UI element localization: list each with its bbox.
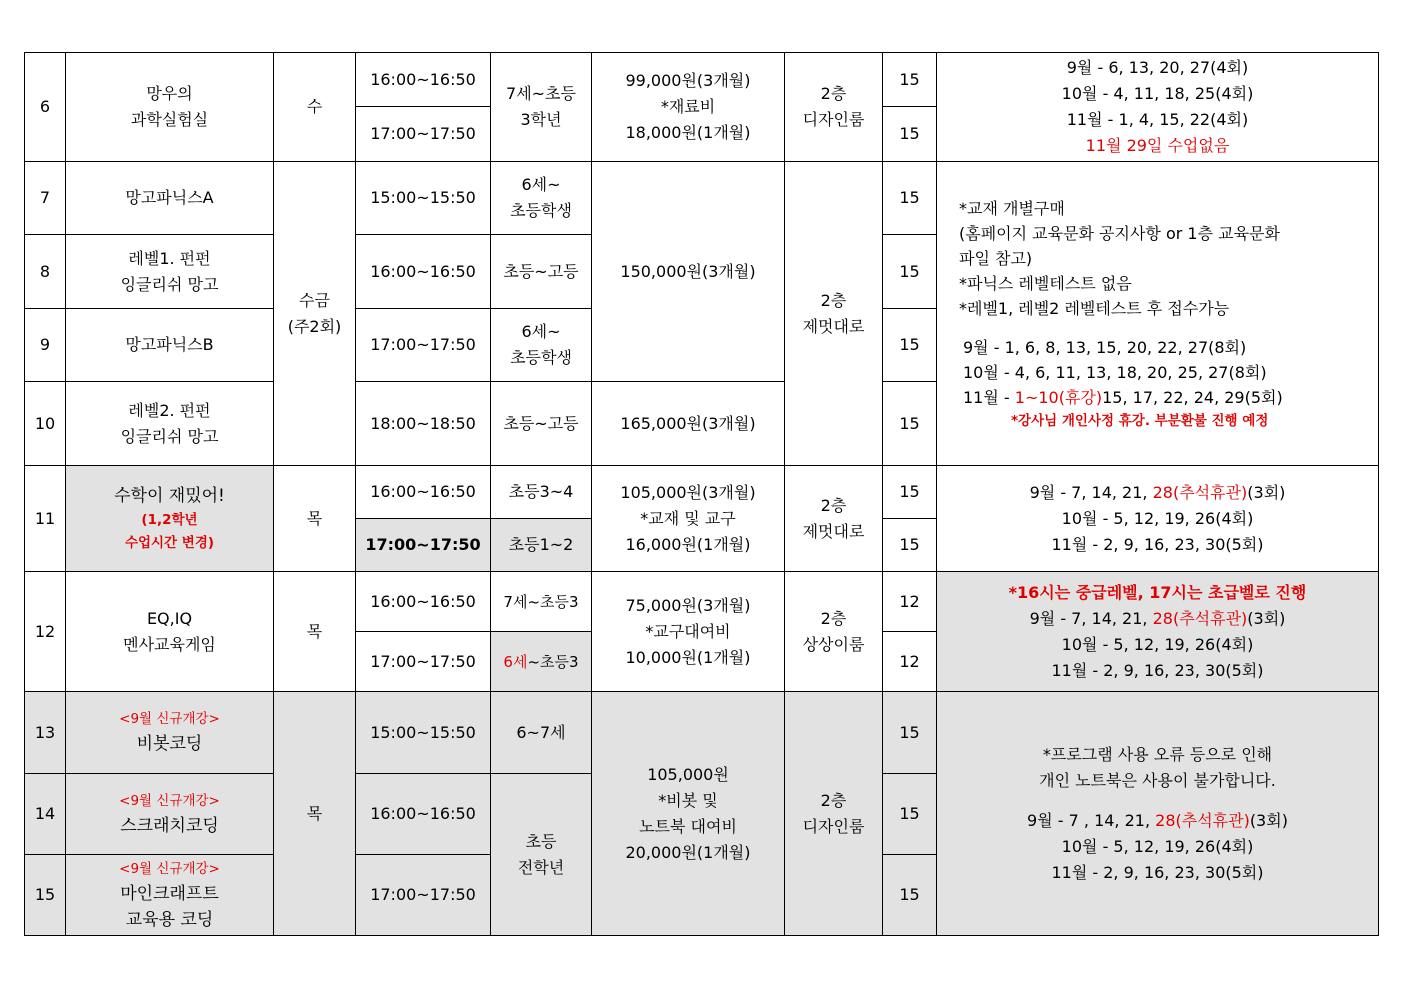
class-name: 레벨2. 펀펀 잉글리쉬 망고 bbox=[66, 382, 274, 466]
class-capacity: 15 bbox=[883, 519, 937, 572]
class-target: 초등3~4 bbox=[491, 466, 592, 519]
class-name: 망고파닉스B bbox=[66, 309, 274, 382]
class-time: 17:00~17:50 bbox=[356, 107, 491, 162]
row-number: 12 bbox=[25, 572, 66, 692]
class-time: 17:00~17:50 bbox=[356, 309, 491, 382]
row-number: 10 bbox=[25, 382, 66, 466]
class-time: 15:00~15:50 bbox=[356, 692, 491, 774]
class-day: 수금 (주2회) bbox=[274, 162, 356, 466]
class-name: EQ,IQ 멘사교육게임 bbox=[66, 572, 274, 692]
class-time: 16:00~16:50 bbox=[356, 774, 491, 855]
class-fee: 99,000원(3개월) *재료비 18,000원(1개월) bbox=[592, 53, 785, 162]
class-capacity: 15 bbox=[883, 162, 937, 235]
table-row bbox=[25, 162, 1379, 235]
class-target: 초등1~2 bbox=[491, 519, 592, 572]
class-name: <9월 신규개강> 비봇코딩 bbox=[66, 692, 274, 774]
row-number: 6 bbox=[25, 53, 66, 162]
class-fee: 105,000원 *비봇 및 노트북 대여비 20,000원(1개월) bbox=[592, 692, 785, 936]
class-note: *16시는 중급레벨, 17시는 초급벨로 진행 9월 - 7, 14, 21, 28(추석휴관)(3회) 10월 - 5, 12, 19, 26(4회) 11월 - 2, 9, 16, 23, 30(5회) bbox=[937, 572, 1379, 692]
row-number: 11 bbox=[25, 466, 66, 572]
class-fee: 105,000원(3개월) *교재 및 교구 16,000원(1개월) bbox=[592, 466, 785, 572]
class-room: 2층 디자인룸 bbox=[785, 692, 883, 936]
table-row bbox=[25, 53, 1379, 107]
class-target: 초등~고등 bbox=[491, 382, 592, 466]
class-target: 6~7세 bbox=[491, 692, 592, 774]
class-fee: 165,000원(3개월) bbox=[592, 382, 785, 466]
class-name: 망우의 과학실험실 bbox=[66, 53, 274, 162]
class-time: 17:00~17:50 bbox=[356, 519, 491, 572]
class-time: 16:00~16:50 bbox=[356, 466, 491, 519]
warning-note: *강사님 개인사정 휴강. 부분환불 진행 예정 bbox=[1011, 412, 1269, 429]
class-capacity: 15 bbox=[883, 774, 937, 855]
class-note: 9월 - 7, 14, 21, 28(추석휴관)(3회) 10월 - 5, 12, 19, 26(4회) 11월 - 2, 9, 16, 23, 30(5회) bbox=[937, 466, 1379, 572]
class-time: 17:00~17:50 bbox=[356, 632, 491, 692]
class-note: 9월 - 6, 13, 20, 27(4회) 10월 - 4, 11, 18, 25(4회) 11월 - 1, 4, 15, 22(4회) 11월 29일 수업없음 bbox=[937, 53, 1379, 162]
class-capacity: 15 bbox=[883, 107, 937, 162]
class-day: 수 bbox=[274, 53, 356, 162]
class-room: 2층 상상이룸 bbox=[785, 572, 883, 692]
class-note: *교재 개별구매 (홈페이지 교육문화 공지사항 or 1층 교육문화 파일 참고) *파닉스 레벨테스트 없음 *레벨1, 레벨2 레벨테스트 후 접수가능 9월 - 1, 6, 8, 13, 15, 20, 22, 27(8회) 10월 - 4, 6, 11, 13, 18, 20, 25, 27(8회) 11월 - 1~10(휴강)15, 17, 22, 24, 29(5회) *강사님 개인사정 휴강. 부분환불 진행 예정 bbox=[937, 162, 1379, 466]
class-capacity: 15 bbox=[883, 382, 937, 466]
row-number: 8 bbox=[25, 235, 66, 309]
class-capacity: 15 bbox=[883, 692, 937, 774]
class-target: 7세~초등 3학년 bbox=[491, 53, 592, 162]
class-target: 7세~초등3 bbox=[491, 572, 592, 632]
class-name: 수학이 재밌어! (1,2학년 수업시간 변경) bbox=[66, 466, 274, 572]
class-name: <9월 신규개강> 스크래치코딩 bbox=[66, 774, 274, 855]
class-target: 6세~초등3 bbox=[491, 632, 592, 692]
class-target: 6세~ 초등학생 bbox=[491, 162, 592, 235]
class-fee: 150,000원(3개월) bbox=[592, 162, 785, 382]
table-row bbox=[25, 692, 1379, 774]
class-day: 목 bbox=[274, 572, 356, 692]
class-capacity: 15 bbox=[883, 466, 937, 519]
class-schedule-table bbox=[24, 52, 1379, 936]
row-number: 15 bbox=[25, 855, 66, 936]
row-number: 14 bbox=[25, 774, 66, 855]
class-time: 17:00~17:50 bbox=[356, 855, 491, 936]
class-capacity: 15 bbox=[883, 235, 937, 309]
class-target: 초등~고등 bbox=[491, 235, 592, 309]
class-capacity: 12 bbox=[883, 632, 937, 692]
class-capacity: 15 bbox=[883, 53, 937, 107]
table-row bbox=[25, 466, 1379, 519]
class-time: 16:00~16:50 bbox=[356, 53, 491, 107]
class-time: 15:00~15:50 bbox=[356, 162, 491, 235]
class-capacity: 12 bbox=[883, 572, 937, 632]
class-capacity: 15 bbox=[883, 855, 937, 936]
class-fee: 75,000원(3개월) *교구대여비 10,000원(1개월) bbox=[592, 572, 785, 692]
row-number: 9 bbox=[25, 309, 66, 382]
class-name: <9월 신규개강> 마인크래프트 교육용 코딩 bbox=[66, 855, 274, 936]
class-time: 18:00~18:50 bbox=[356, 382, 491, 466]
class-room: 2층 제멋대로 bbox=[785, 162, 883, 466]
row-number: 7 bbox=[25, 162, 66, 235]
class-name: 레벨1. 펀펀 잉글리쉬 망고 bbox=[66, 235, 274, 309]
class-capacity: 15 bbox=[883, 309, 937, 382]
class-note: *프로그램 사용 오류 등으로 인해 개인 노트북은 사용이 불가합니다. 9월 - 7 , 14, 21, 28(추석휴관)(3회) 10월 - 5, 12, 19, 26(4회) 11월 - 2, 9, 16, 23, 30(5회) bbox=[937, 692, 1379, 936]
class-target: 초등 전학년 bbox=[491, 774, 592, 936]
class-name: 망고파닉스A bbox=[66, 162, 274, 235]
table-row bbox=[25, 572, 1379, 632]
class-day: 목 bbox=[274, 466, 356, 572]
class-time: 16:00~16:50 bbox=[356, 235, 491, 309]
row-number: 13 bbox=[25, 692, 66, 774]
class-room: 2층 제멋대로 bbox=[785, 466, 883, 572]
class-room: 2층 디자인룸 bbox=[785, 53, 883, 162]
class-day: 목 bbox=[274, 692, 356, 936]
class-time: 16:00~16:50 bbox=[356, 572, 491, 632]
class-target: 6세~ 초등학생 bbox=[491, 309, 592, 382]
